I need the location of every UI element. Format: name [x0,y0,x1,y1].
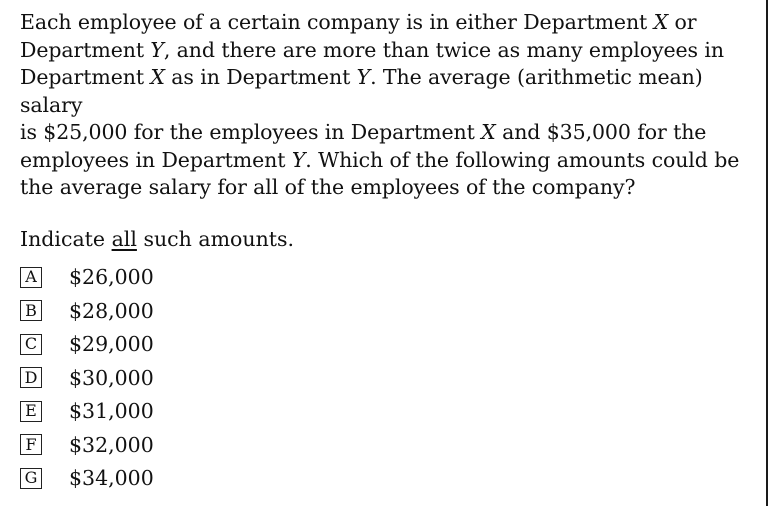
question-line-3-end: . The average (arithmetic mean) salary [20,65,703,117]
instruction-text [20,226,748,253]
question-line-6: the average salary for all of the employees of the company? [20,175,636,199]
answer-options [20,261,748,496]
question-line-5: employees in Department [20,147,292,172]
question-line-3-mid: as in Department [164,65,357,89]
option-c-checkbox[interactable]: C [20,334,42,355]
department-x-var: X [150,65,165,89]
department-y-var: Y [291,147,306,172]
instruction-emphasis: all [111,226,137,251]
option-d-label: $30,000 [69,365,154,390]
question-line-4: is $25,000 for the employees in Department [20,120,482,144]
department-x-var: X [481,120,496,144]
option-c[interactable] [20,328,748,362]
instruction-before: Indicate [20,226,112,251]
option-a[interactable] [20,261,748,295]
department-x-var: X [653,10,669,34]
question-line-4-end: and $35,000 for the [495,120,707,144]
option-b[interactable] [20,294,748,328]
option-f-label: $32,000 [69,432,154,457]
option-d-checkbox[interactable]: D [20,367,42,388]
question-line-5-end: . Which of the following amounts could be [305,147,740,172]
option-b-label: $28,000 [69,298,154,323]
option-a-label: $26,000 [69,265,154,290]
question-line-1-end: or [668,10,697,34]
question-line-3: Department [20,65,151,89]
option-e[interactable] [20,395,748,429]
option-g-label: $34,000 [69,466,154,491]
option-d[interactable] [20,361,748,395]
option-f-checkbox[interactable]: F [20,434,42,455]
option-a-checkbox[interactable]: A [20,267,42,288]
option-e-checkbox[interactable]: E [20,401,42,422]
option-c-label: $29,000 [69,332,154,357]
instruction-after: such amounts. [136,226,295,251]
department-y-var: Y [150,37,164,62]
question-text [20,9,748,202]
question-line-2-end: , and there are more than twice as many employees in [163,37,724,62]
option-f[interactable] [20,428,748,462]
option-b-checkbox[interactable]: B [20,300,42,321]
option-g-checkbox[interactable]: G [20,468,42,489]
option-g[interactable] [20,462,748,496]
question-line-1: Each employee of a certain company is in either Department [20,10,654,34]
department-y-var: Y [356,65,371,89]
option-e-label: $31,000 [69,399,154,424]
question-line-2: Department [20,37,151,62]
